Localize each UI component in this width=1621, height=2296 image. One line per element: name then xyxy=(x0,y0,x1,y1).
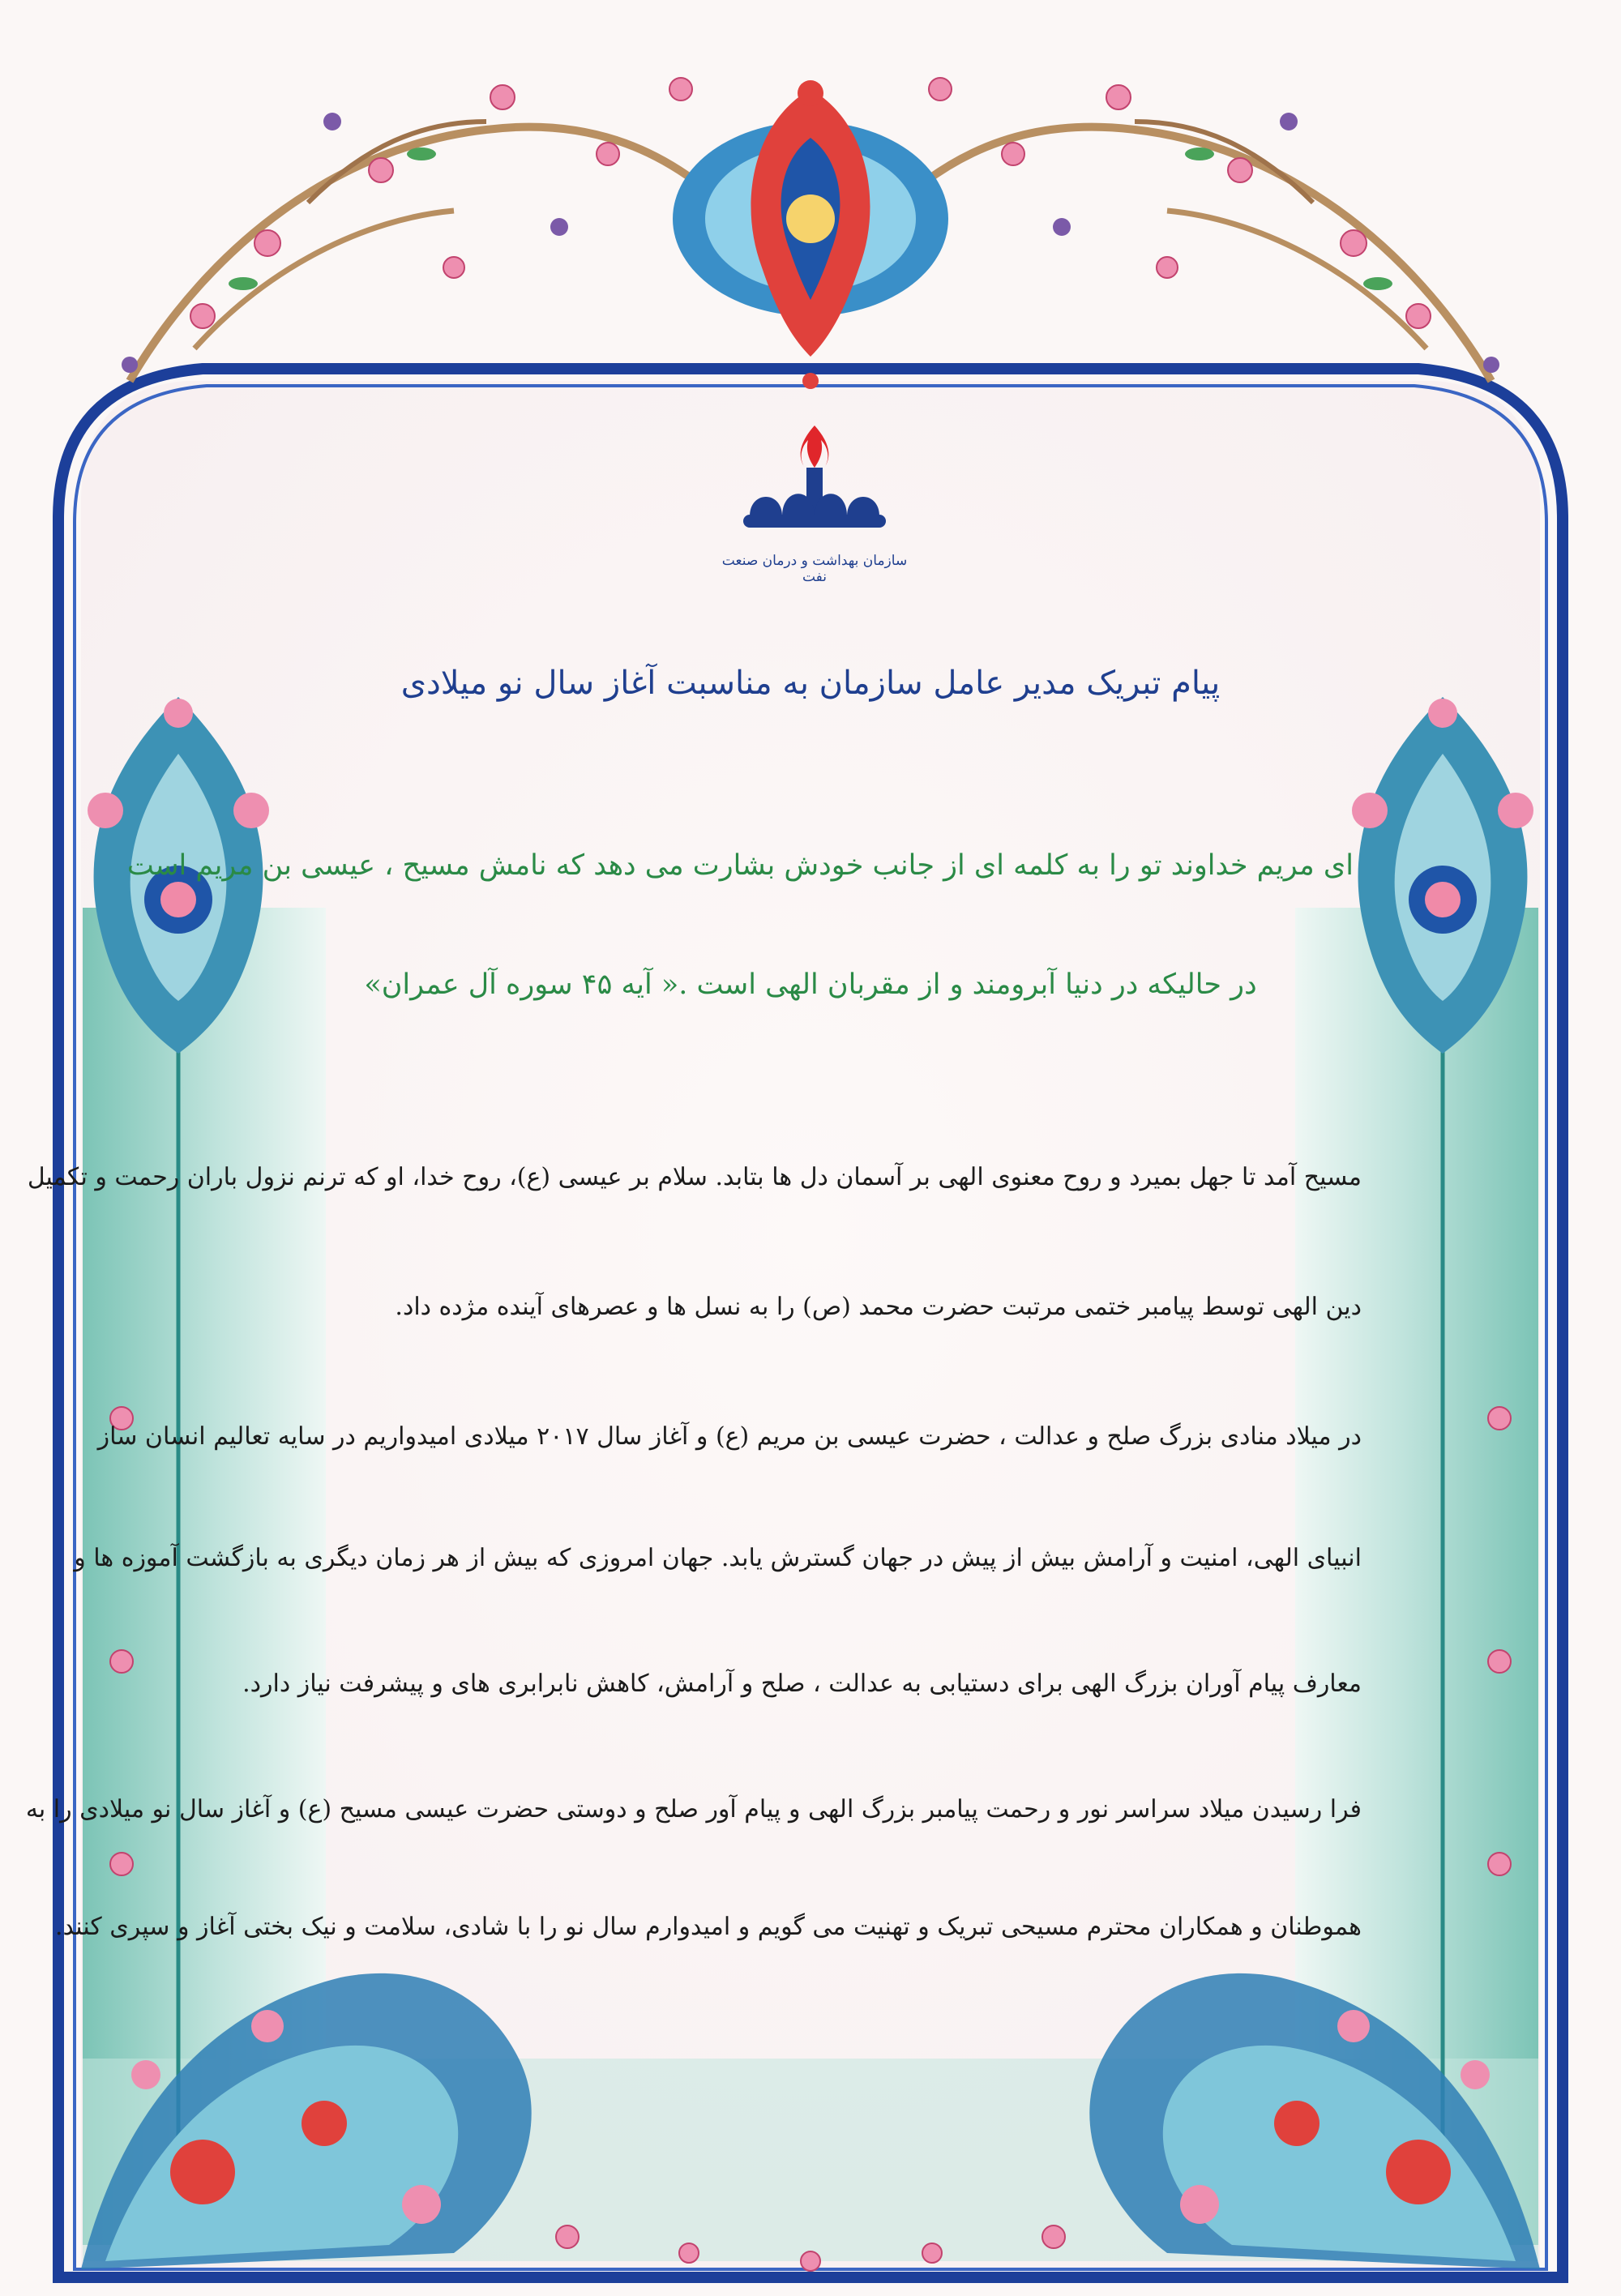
body-line-4: انبیای الهی، امنیت و آرامش بیش از پیش در جهان گسترش یابد. جهان امروزی که بیش از هر زمان دیگری به بازگشت آموزه ها و xyxy=(74,1544,1362,1572)
body-line-5: معارف پیام آوران بزرگ الهی برای دستیابی به عدالت ، صلح و آرامش، کاهش نابرابری های و پیشرفت نیاز دارد. xyxy=(242,1670,1362,1698)
body-line-3: در میلاد منادی بزرگ صلح و عدالت ، حضرت عیسی بن مریم (ع) و آغاز سال ۲۰۱۷ میلادی امیدواریم در سایه تعالیم انسان ساز xyxy=(97,1422,1362,1451)
body-line-7: هموطنان و همکاران محترم مسیحی تبریک و تهنیت می گویم و امیدوارم سال نو را با شادی، سلامت و نیک بختی آغاز و سپری کنند. xyxy=(55,1913,1362,1941)
body-line-1: مسیح آمد تا جهل بمیرد و روح معنوی الهی بر آسمان دل ها بتابد. سلام بر عیسی (ع)، روح خدا، او که ترنم نزول باران رحمت و تکمیل xyxy=(27,1163,1362,1191)
logo-caption: سازمان بهداشت و درمان صنعت نفت xyxy=(721,553,908,585)
central-medallion xyxy=(673,80,948,389)
page-title: پیام تبریک مدیر عامل سازمان به مناسبت آغاز سال نو میلادی xyxy=(400,665,1221,702)
quote-line-1: ای مریم خداوند تو را به کلمه ای از جانب خودش بشارت می دهد که نامش مسیح ، عیسی بن مریم است xyxy=(126,849,1354,882)
flame-logo-icon xyxy=(734,425,896,571)
body-line-6: فرا رسیدن میلاد سراسر نور و رحمت پیامبر بزرگ الهی و پیام آور صلح و دوستی حضرت عیسی مسیح (ع) و آغاز سال نو میلادی را به xyxy=(25,1795,1362,1824)
body-line-2: دین الهی توسط پیامبر ختمی مرتبت حضرت محمد (ص) را به نسل ها و عصرهای آینده مژده داد. xyxy=(395,1293,1362,1321)
quote-line-2: در حالیکه در دنیا آبرومند و از مقربان الهی است .« آیه ۴۵ سوره آل عمران» xyxy=(364,968,1257,1001)
